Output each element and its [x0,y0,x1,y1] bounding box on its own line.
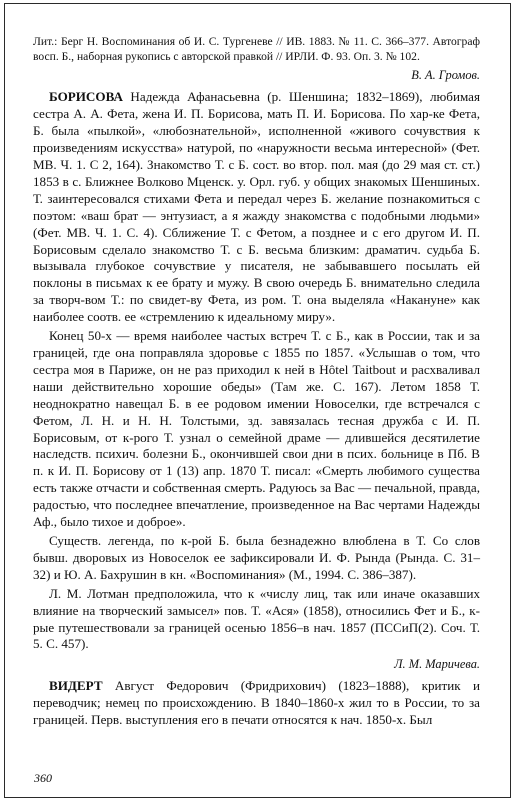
entry-borisova-paragraph-4: Л. М. Лотман предположила, что к «числу лиц, так или иначе оказавших влияние на творческий замысел» пов. Т. «Ася» (1858), относились Фет и Б., к-рые путешествовали за границей осенью 1856–в нач. 1857 (ПССиП(2). Соч. Т. 5. С. 457). [33,585,480,652]
entry-vidert-text-1: Август Федорович (Фридрихович) (1823–1888), критик и переводчик; немец по происхождению. В 1840–1860-х жил то в России, то за границей. Перв. выступления его в печати относятся к нач. 1850-х. Был [33,678,480,728]
page-content [33,34,480,729]
literature-note: Лит.: Берг Н. Воспоминания об И. С. Тургеневе // ИВ. 1883. № 11. С. 366–377. Автограф восп. Б., наборная рукопись с авторской правкой // ИРЛИ. Ф. 93. Оп. 3. № 102. [33,35,480,64]
entry-borisova-paragraph-1 [33,89,480,326]
author-signature-gromov: В. А. Громов. [411,68,480,83]
headword-vidert: ВИДЕРТ [49,678,103,694]
entry-vidert-paragraph-1 [33,678,480,729]
entry-borisova-paragraph-3: Существ. легенда, по к-рой Б. была безнадежно влюблена в Т. Со слов бывш. дворовых из Новоселок ее зафиксировали И. Ф. Рында (Рында. С. 31–32) и Ю. А. Бахрушин в кн. «Воспоминания» (М., 1994. С. 386–387). [33,532,480,582]
author-signature-maricheva: Л. М. Маричева. [394,657,480,672]
entry-borisova-paragraph-2: Конец 50-х — время наиболее частых встреч Т. с Б., как в России, так и за границей, где она поправляла здоровье с 1855 по 1857. «Услышав о том, что сестра моя в Париже, он не раз приходил к ней в Hôtel Taitbout и расхваливал наши действительно хорошие обеды» (Там же. С. 167). Летом 1858 Т. неоднократно навещал Б. в ее родовом имении Новоселки, где встречался с Фетом, Л. Н. и Н. Н. Толстыми, зд. завязалась тесная дружба с И. П. Борисовым, от к-рого Т. узнал о семейной драме — длившейся десятилетие наследств. психич. болезни Б., окончившей свои дни в псих. больнице в Пб. В п. к И. П. Борисову от 1 (13) апр. 1870 Т. писал: «Смерть любимого существа есть также отчасти и собственная смерть. Радуюсь за Вас — печальной, правда, радостью, что последнее впечатление, произведенное на Вас чертами Надежды Аф., было тихое и доброе». [33,328,480,530]
page-number: 360 [34,771,52,785]
headword-borisova: БОРИСОВА [49,89,123,105]
entry-borisova-text-1: Надежда Афанасьевна (р. Шеншина; 1832–1869), любимая сестра А. А. Фета, жена И. П. Борисова, мать П. И. Борисова. По хар-ке Фета, Б. была «пылкой», «любознательной», исполненной «живого сочувствия к произведениям искусства» натурой, по «наружности весьма интересной» (Фет. МВ. Ч. 1. С 2, 164). Знакомство Т. с Б. сост. во втор. пол. мая (до 29 мая ст. ст.) 1853 в с. Ближнее Волково Мценск. у. Орл. губ. у общих знакомых Шеншиных. Т. заинтересовался стихами Фета и передал через Б. желание познакомиться с поэтом: «ваш брат — энтузиаст, а я жажду знакомства с подобными людьми» (Фет. МВ. Ч. 1. С. 4). Сближение Т. с Фетом, а позднее и с его другом И. П. Борисовым сделало знакомство Т. с Б. весьма близким: драматич. судьба Б. вызывала глубокое сочувствие у писателя, не забывавшего посылать ей поклоны в письмах к ее брату и мужу. В свою очередь Б. внимательно следила за творч-вом Т.: по свидет-ву Фета, из ром. Т. она выделяла «Накануне» как наиболее соотв. ее «стремлению к идеальному миру». [33,89,480,325]
